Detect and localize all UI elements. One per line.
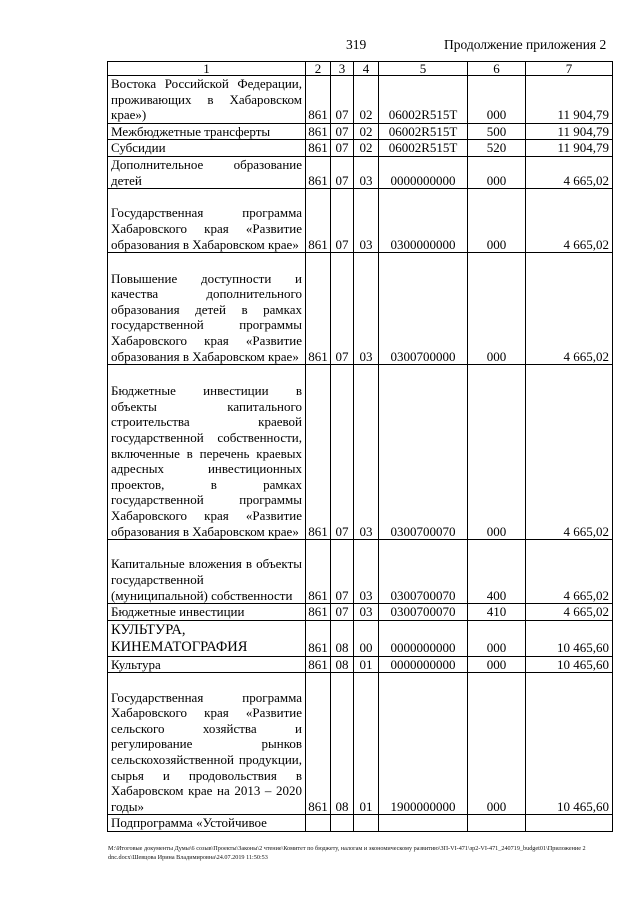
table-header-row <box>108 62 613 76</box>
table-row <box>108 123 613 140</box>
amount-cell: 4 665,02 <box>526 156 613 188</box>
row-name-cell: Бюджетные инвестиции <box>108 604 306 621</box>
admin-code-cell: 861 <box>306 76 331 124</box>
subsection-cell: 03 <box>354 189 379 253</box>
page-title: Продолжение приложения 2 <box>444 37 607 52</box>
table-row <box>108 604 613 621</box>
amount-cell: 4 665,02 <box>526 253 613 365</box>
subsection-cell: 03 <box>354 253 379 365</box>
section-cell: 07 <box>331 189 354 253</box>
admin-code-cell: 861 <box>306 365 331 540</box>
table-row <box>108 620 613 656</box>
admin-code-cell: 861 <box>306 123 331 140</box>
subsection-cell <box>354 815 379 832</box>
table-row <box>108 189 613 253</box>
section-cell: 07 <box>331 253 354 365</box>
target-article-cell: 0000000000 <box>379 156 468 188</box>
amount-cell: 10 465,60 <box>526 620 613 656</box>
column-header: 2 <box>306 62 331 76</box>
admin-code-cell: 861 <box>306 140 331 157</box>
row-name-cell: Дополнительное образование детей <box>108 156 306 188</box>
amount-cell: 10 465,60 <box>526 656 613 673</box>
document-path-footer: M:\Итоговые документы Думы\6 созыв\Проекты\Законы\2 чтение\Комитет по бюджету, налогам и экономическому развитию\ЗП-VI-471\зр2-VI-471_240719_budget01\Приложение 2 dnc.docx\Шевцова Ирина Владимировна\24.07.2019 11:50:53 <box>108 845 586 861</box>
table-row <box>108 140 613 157</box>
row-name-cell: КУЛЬТУРА, КИНЕМАТОГРАФИЯ <box>108 620 306 656</box>
subsection-cell: 03 <box>354 540 379 604</box>
target-article-cell: 06002R515T <box>379 76 468 124</box>
target-article-cell: 0000000000 <box>379 620 468 656</box>
expense-type-cell: 400 <box>468 540 526 604</box>
target-article-cell: 0000000000 <box>379 656 468 673</box>
admin-code-cell: 861 <box>306 540 331 604</box>
admin-code-cell: 861 <box>306 604 331 621</box>
admin-code-cell: 861 <box>306 620 331 656</box>
section-cell: 08 <box>331 620 354 656</box>
target-article-cell: 06002R515T <box>379 140 468 157</box>
admin-code-cell: 861 <box>306 656 331 673</box>
table-row <box>108 365 613 540</box>
budget-table <box>107 61 613 832</box>
admin-code-cell: 861 <box>306 156 331 188</box>
expense-type-cell: 410 <box>468 604 526 621</box>
subsection-cell: 00 <box>354 620 379 656</box>
subsection-cell: 02 <box>354 140 379 157</box>
row-name-cell: Капитальные вложения в объекты государственной (муниципальной) собственности <box>108 540 306 604</box>
expense-type-cell: 000 <box>468 156 526 188</box>
table-row <box>108 76 613 124</box>
expense-type-cell: 000 <box>468 189 526 253</box>
section-cell: 07 <box>331 76 354 124</box>
amount-cell: 4 665,02 <box>526 189 613 253</box>
amount-cell: 4 665,02 <box>526 365 613 540</box>
row-name-cell: Бюджетные инвестиции в объекты капитального строительства краевой государственной собственности, включенные в перечень краевых адресных инвестиционных проектов, в рамках государственной программы Хабаровского края «Развитие образования в Хабаровском крае» <box>108 365 306 540</box>
target-article-cell: 0300700070 <box>379 540 468 604</box>
target-article-cell: 0300000000 <box>379 189 468 253</box>
amount-cell: 4 665,02 <box>526 604 613 621</box>
amount-cell: 10 465,60 <box>526 673 613 815</box>
column-header: 7 <box>526 62 613 76</box>
expense-type-cell: 000 <box>468 656 526 673</box>
admin-code-cell: 861 <box>306 673 331 815</box>
amount-cell <box>526 815 613 832</box>
subsection-cell: 01 <box>354 656 379 673</box>
section-cell <box>331 815 354 832</box>
row-name-cell: Востока Российской Федерации, проживающих в Хабаровском крае») <box>108 76 306 124</box>
expense-type-cell: 000 <box>468 673 526 815</box>
column-header: 3 <box>331 62 354 76</box>
table-row <box>108 673 613 815</box>
amount-cell: 11 904,79 <box>526 123 613 140</box>
row-name-cell: Подпрограмма «Устойчивое <box>108 815 306 832</box>
table-row <box>108 156 613 188</box>
table-row <box>108 540 613 604</box>
expense-type-cell: 500 <box>468 123 526 140</box>
target-article-cell: 0300700070 <box>379 365 468 540</box>
expense-type-cell: 520 <box>468 140 526 157</box>
section-cell: 08 <box>331 673 354 815</box>
target-article-cell: 0300700070 <box>379 604 468 621</box>
section-cell: 07 <box>331 540 354 604</box>
subsection-cell: 01 <box>354 673 379 815</box>
subsection-cell: 03 <box>354 604 379 621</box>
table-row <box>108 253 613 365</box>
admin-code-cell: 861 <box>306 189 331 253</box>
target-article-cell: 06002R515T <box>379 123 468 140</box>
amount-cell: 4 665,02 <box>526 540 613 604</box>
page-number: 319 <box>346 37 367 52</box>
expense-type-cell: 000 <box>468 253 526 365</box>
column-header: 5 <box>379 62 468 76</box>
table-row <box>108 656 613 673</box>
target-article-cell: 1900000000 <box>379 673 468 815</box>
subsection-cell: 02 <box>354 76 379 124</box>
expense-type-cell: 000 <box>468 620 526 656</box>
row-name-cell: Межбюджетные трансферты <box>108 123 306 140</box>
admin-code-cell: 861 <box>306 253 331 365</box>
row-name-cell: Повышение доступности и качества дополнительного образования детей в рамках государственной программы Хабаровского края «Развитие образования в Хабаровском крае» <box>108 253 306 365</box>
subsection-cell: 02 <box>354 123 379 140</box>
expense-type-cell <box>468 815 526 832</box>
subsection-cell: 03 <box>354 365 379 540</box>
section-cell: 07 <box>331 365 354 540</box>
subsection-cell: 03 <box>354 156 379 188</box>
expense-type-cell: 000 <box>468 365 526 540</box>
row-name-cell: Культура <box>108 656 306 673</box>
row-name-cell: Государственная программа Хабаровского края «Развитие образования в Хабаровском крае» <box>108 189 306 253</box>
amount-cell: 11 904,79 <box>526 140 613 157</box>
section-cell: 07 <box>331 140 354 157</box>
section-cell: 07 <box>331 156 354 188</box>
amount-cell: 11 904,79 <box>526 76 613 124</box>
admin-code-cell <box>306 815 331 832</box>
expense-type-cell: 000 <box>468 76 526 124</box>
section-cell: 08 <box>331 656 354 673</box>
column-header: 6 <box>468 62 526 76</box>
section-cell: 07 <box>331 123 354 140</box>
row-name-cell: Государственная программа Хабаровского края «Развитие сельского хозяйства и регулирование рынков сельскохозяйственной продукции, сырья и продовольствия в Хабаровском крае на 2013 – 2020 годы» <box>108 673 306 815</box>
target-article-cell <box>379 815 468 832</box>
target-article-cell: 0300700000 <box>379 253 468 365</box>
column-header: 4 <box>354 62 379 76</box>
column-header: 1 <box>108 62 306 76</box>
table-row <box>108 815 613 832</box>
section-cell: 07 <box>331 604 354 621</box>
row-name-cell: Субсидии <box>108 140 306 157</box>
